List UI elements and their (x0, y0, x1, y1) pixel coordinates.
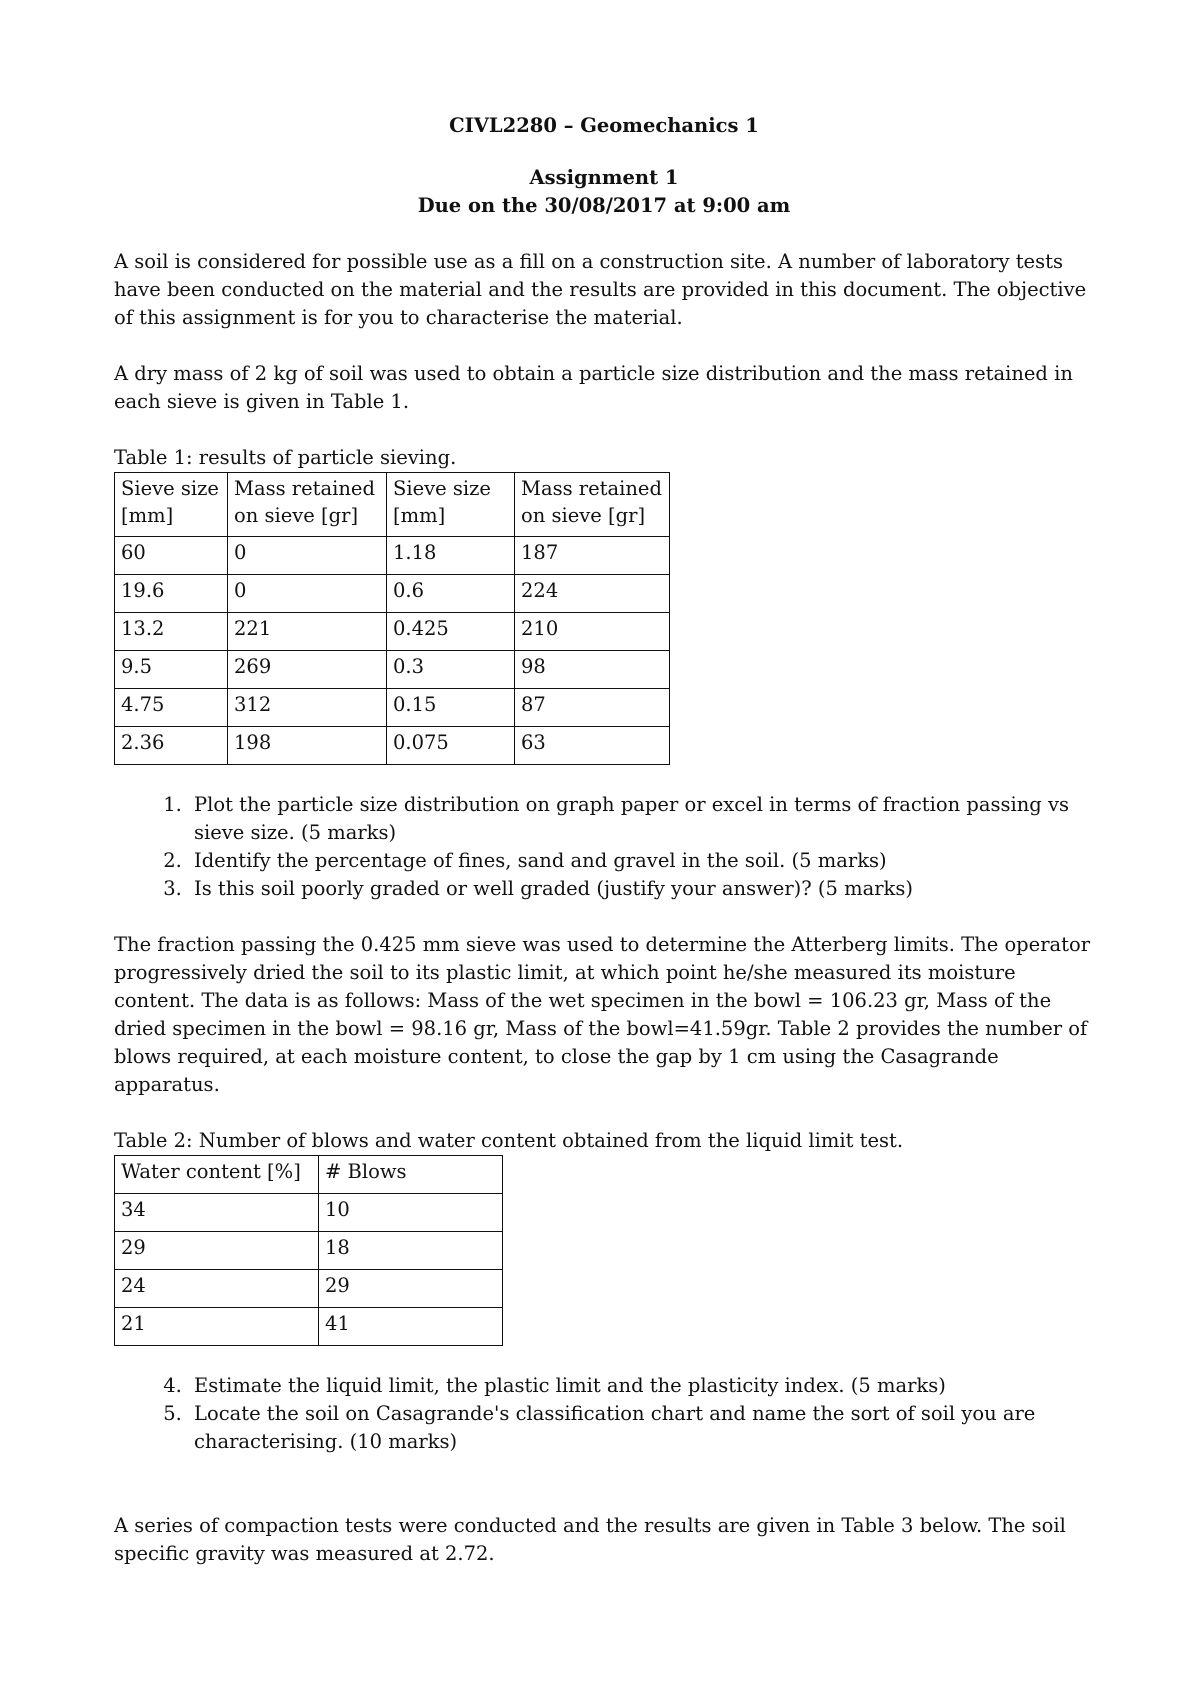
spacer (114, 332, 1094, 360)
question-item: 1. Plot the particle size distribution on graph paper or excel in terms of fraction passing vs sieve size. (5 marks) (188, 791, 1094, 847)
spacer (114, 1099, 1094, 1127)
table-row (115, 1308, 503, 1346)
table-row (115, 1232, 503, 1270)
table-cell: 221 (228, 613, 387, 651)
intro-paragraph: A soil is considered for possible use as a fill on a construction site. A number of laboratory tests have been conducted on the material and the results are provided in this document. The objective of this assignment is for you to characterise the material. (114, 250, 1087, 329)
table-header-cell: Mass retained on sieve [gr] (228, 473, 387, 537)
sieving-table (114, 472, 670, 765)
table-row (115, 613, 670, 651)
table2-caption: Table 2: Number of blows and water content obtained from the liquid limit test. (114, 1129, 904, 1152)
table-cell: 4.75 (115, 689, 228, 727)
table-cell: 19.6 (115, 575, 228, 613)
table1-caption: Table 1: results of particle sieving. (114, 446, 457, 469)
table-header-cell: # Blows (319, 1156, 503, 1194)
table-cell: 9.5 (115, 651, 228, 689)
course-title: CIVL2280 – Geomechanics 1 (449, 114, 759, 137)
spacer (114, 1346, 1094, 1372)
assignment-title: Assignment 1 (529, 166, 679, 189)
table-cell: 198 (228, 727, 387, 765)
table-cell: 312 (228, 689, 387, 727)
table-cell: 24 (115, 1270, 319, 1308)
spacer (114, 1484, 1094, 1512)
question-item: 4. Estimate the liquid limit, the plastic limit and the plasticity index. (5 marks) (188, 1372, 1094, 1400)
table-row (115, 537, 670, 575)
table-row (115, 1194, 503, 1232)
table-cell: 18 (319, 1232, 503, 1270)
spacer (114, 1456, 1094, 1484)
due-date: Due on the 30/08/2017 at 9:00 am (417, 194, 791, 217)
sieve-paragraph: A dry mass of 2 kg of soil was used to obtain a particle size distribution and the mass retained in each sieve is given in Table 1. (114, 362, 1073, 413)
table-cell: 269 (228, 651, 387, 689)
table-cell: 41 (319, 1308, 503, 1346)
table-cell: 13.2 (115, 613, 228, 651)
question-item: 3. Is this soil poorly graded or well graded (justify your answer)? (5 marks) (188, 875, 1094, 903)
table-cell: 0 (228, 575, 387, 613)
table-header-row (115, 473, 670, 537)
table-header-cell: Sieve size [mm] (387, 473, 515, 537)
table-row (115, 727, 670, 765)
table-cell: 60 (115, 537, 228, 575)
table-cell: 87 (515, 689, 670, 727)
question-item: 2. Identify the percentage of fines, sand and gravel in the soil. (5 marks) (188, 847, 1094, 875)
table-header-cell: Mass retained on sieve [gr] (515, 473, 670, 537)
document-page (114, 112, 1094, 1568)
question-list-1 (114, 791, 1094, 903)
atterberg-paragraph: The fraction passing the 0.425 mm sieve was used to determine the Atterberg limits. The operator progressively dried the soil to its plastic limit, at which point he/she measured its moisture content. The data is as follows: Mass of the wet specimen in the bowl = 106.23 gr, Mass of the dried specimen in the bowl = 98.16 gr, Mass of the bowl=41.59gr. Table 2 provides the number of blows required, at each moisture content, to close the gap by 1 cm using the Casagrande apparatus. (114, 933, 1091, 1096)
table-cell: 0 (228, 537, 387, 575)
table-cell: 0.075 (387, 727, 515, 765)
table-header-cell: Water content [%] (115, 1156, 319, 1194)
table-cell: 0.425 (387, 613, 515, 651)
table-cell: 29 (319, 1270, 503, 1308)
table-header-cell: Sieve size [mm] (115, 473, 228, 537)
table-row (115, 689, 670, 727)
table-cell: 34 (115, 1194, 319, 1232)
table-row (115, 1270, 503, 1308)
table-cell: 63 (515, 727, 670, 765)
table-cell: 187 (515, 537, 670, 575)
table-cell: 21 (115, 1308, 319, 1346)
table-cell: 224 (515, 575, 670, 613)
table-header-row (115, 1156, 503, 1194)
liquid-limit-table (114, 1155, 503, 1346)
table-cell: 210 (515, 613, 670, 651)
table-cell: 0.3 (387, 651, 515, 689)
spacer (114, 765, 1094, 791)
table-cell: 1.18 (387, 537, 515, 575)
question-item: 5. Locate the soil on Casagrande's classification chart and name the sort of soil you are characterising. (10 marks) (188, 1400, 1094, 1456)
table-cell: 0.15 (387, 689, 515, 727)
compaction-paragraph: A series of compaction tests were conducted and the results are given in Table 3 below. The soil specific gravity was measured at 2.72. (114, 1514, 1066, 1565)
table-row (115, 651, 670, 689)
spacer (114, 416, 1094, 444)
table-cell: 0.6 (387, 575, 515, 613)
table-cell: 2.36 (115, 727, 228, 765)
table-row (115, 575, 670, 613)
spacer (114, 903, 1094, 931)
question-list-2 (114, 1372, 1094, 1456)
table-cell: 10 (319, 1194, 503, 1232)
table-cell: 98 (515, 651, 670, 689)
table-cell: 29 (115, 1232, 319, 1270)
